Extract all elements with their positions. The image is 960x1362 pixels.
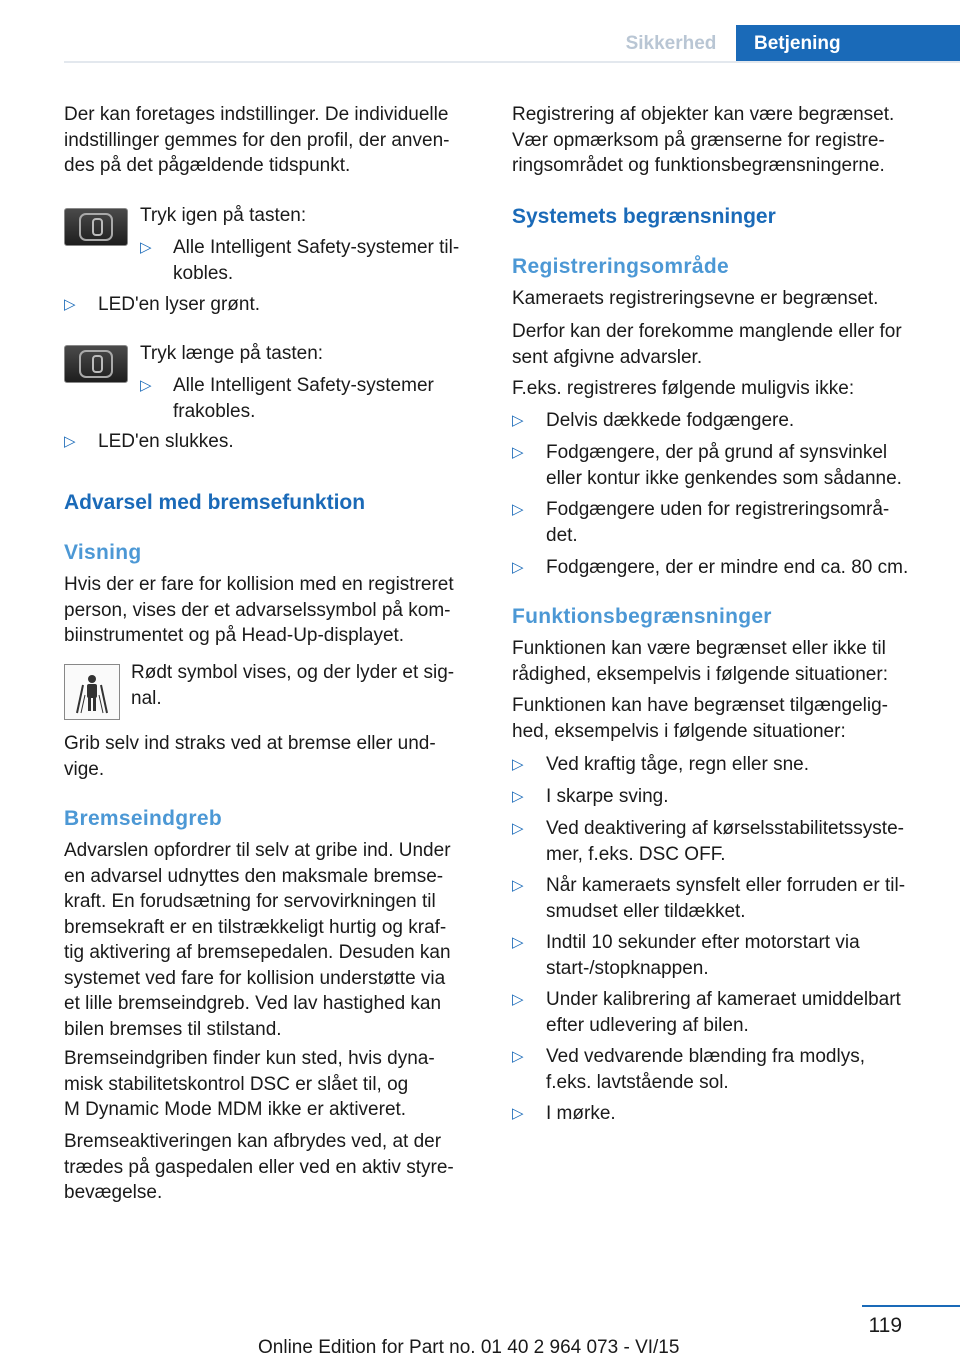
- bullet-icon: ▷: [140, 239, 152, 256]
- press-long-label: Tryk længe på tasten:: [140, 343, 324, 364]
- text-line: sent afgivne advarsler.: [512, 346, 703, 368]
- text-line: tig aktivering af bremsepedalen. Desuden kan: [64, 942, 451, 963]
- red-symbol-paragraph: [131, 660, 454, 711]
- text-line: et lille bremseindgreb. Ved lav hastighed kan: [64, 993, 442, 1014]
- text-line: eller kontur ikke genkendes som sådanne.: [546, 467, 902, 489]
- brems-paragraph-1: [64, 838, 451, 1042]
- heading-visning: Visning: [64, 541, 142, 564]
- heading-bremseindgreb: Bremseindgreb: [64, 807, 222, 830]
- text-line: Hvis der er fare for kollision med en registreret: [64, 574, 454, 595]
- text-line: I skarpe sving.: [546, 786, 669, 807]
- text-line: det.: [546, 524, 578, 546]
- text-line: bremsekraft er en tilstrækkeligt hurtig og kraf-: [64, 916, 447, 938]
- footer-divider: [862, 1305, 960, 1307]
- pedestrian-warning-icon: [64, 664, 120, 720]
- text-line: misk stabilitetskontrol DSC er slået til, og: [64, 1073, 409, 1095]
- text-line: Funktionen kan have begrænset tilgængelig-: [512, 695, 889, 716]
- text-line: Ved kraftig tåge, regn eller sne.: [546, 754, 809, 775]
- online-edition-label: Online Edition for Part no. 01 40 2 964 073 - VI/15: [258, 1337, 680, 1358]
- text-line: biinstrumentet og på Head-Up-displayet.: [64, 625, 405, 646]
- reg-paragraph-3: F.eks. registreres følgende muligvis ikke:: [512, 378, 855, 399]
- text-line: Alle Intelligent Safety-systemer: [173, 375, 434, 396]
- tab-betjening[interactable]: [736, 25, 960, 62]
- text-line: indstillinger gemmes for den profil, der anven-: [64, 129, 450, 151]
- safety-button-icon: [64, 345, 128, 383]
- bullet-icon: ▷: [512, 501, 524, 518]
- bullet-icon: ▷: [512, 934, 524, 951]
- list-item: [512, 752, 809, 778]
- text-line: kobles.: [173, 262, 234, 284]
- list-item: [512, 930, 860, 981]
- intro-paragraph: [64, 102, 449, 179]
- bullet-icon: ▷: [512, 991, 524, 1008]
- bullet-icon: ▷: [64, 433, 76, 450]
- func-paragraph-2: [512, 693, 888, 744]
- list-item: [512, 1044, 865, 1095]
- list-item: [512, 873, 905, 924]
- list-item: [512, 440, 902, 491]
- text-line: bevægelse.: [64, 1182, 163, 1203]
- list-item: [140, 235, 480, 286]
- text-line: Ved vedvarende blænding fra modlys,: [546, 1046, 865, 1067]
- bullet-icon: ▷: [64, 296, 76, 313]
- bullet-icon: ▷: [512, 788, 524, 805]
- text-line: ringsområdet og funktionsbegrænsningerne.: [512, 155, 885, 176]
- text-line: bilen bremses til stilstand.: [64, 1018, 282, 1040]
- visning-paragraph: [64, 572, 454, 649]
- bullet-icon: ▷: [512, 877, 524, 894]
- page-number: 119: [868, 1314, 902, 1337]
- list-item: [512, 408, 794, 434]
- text-line: Når kameraets synsfelt eller forruden er til-: [546, 875, 906, 896]
- list-item: [512, 987, 901, 1038]
- safety-button-icon: [64, 208, 128, 246]
- text-line: person, vises der et advarselssymbol på kom-: [64, 599, 451, 621]
- bullet-icon: ▷: [512, 1048, 524, 1065]
- list-item: [512, 555, 908, 581]
- list-item: [512, 497, 889, 548]
- text-line: f.eks. lavtstående sol.: [546, 1071, 729, 1093]
- text-line: nal.: [131, 687, 162, 709]
- grib-paragraph: [64, 731, 436, 782]
- text-line: Vær opmærksom på grænserne for registre-: [512, 129, 885, 151]
- heading-systemets: Systemets begrænsninger: [512, 205, 776, 228]
- reg-paragraph-1: Kameraets registreringsevne er begrænset.: [512, 288, 879, 309]
- text-line: des på det pågældende tidspunkt.: [64, 155, 351, 176]
- text-line: LED'en slukkes.: [98, 431, 234, 452]
- text-line: Rødt symbol vises, og der lyder et sig-: [131, 662, 455, 683]
- list-item: [512, 816, 904, 867]
- tab-label: Sikkerhed: [625, 32, 717, 54]
- text-line: systemet ved fare for kollision understøtte via: [64, 967, 446, 989]
- bullet-icon: ▷: [512, 820, 524, 837]
- text-line: Ved deaktivering af kørselsstabilitetssyste-: [546, 818, 904, 839]
- list-item: [64, 429, 234, 455]
- text-line: Indtil 10 sekunder efter motorstart via: [546, 932, 860, 953]
- bullet-icon: ▷: [512, 1105, 524, 1122]
- bullet-icon: ▷: [512, 412, 524, 429]
- heading-funktionsbegraensninger: Funktionsbegrænsninger: [512, 605, 772, 628]
- text-line: Derfor kan der forekomme manglende eller for: [512, 321, 902, 342]
- text-line: LED'en lyser grønt.: [98, 294, 261, 315]
- text-line: frakobles.: [173, 400, 256, 422]
- list-item: [512, 1101, 616, 1127]
- text-line: Fodgængere uden for registreringsområ-: [546, 499, 890, 520]
- header-divider: [64, 61, 960, 63]
- text-line: vige.: [64, 758, 105, 780]
- text-line: Bremseaktiveringen kan afbrydes ved, at der: [64, 1131, 442, 1152]
- text-line: Delvis dækkede fodgængere.: [546, 410, 795, 431]
- text-line: kraft. En forudsætning for servovirkningen til: [64, 891, 436, 912]
- text-line: rådighed, eksempelvis i følgende situationer:: [512, 663, 888, 685]
- text-line: mer, f.eks. DSC OFF.: [546, 843, 726, 865]
- right-intro-paragraph: [512, 102, 894, 179]
- bullet-icon: ▷: [512, 444, 524, 461]
- text-line: smudset eller tildækket.: [546, 900, 746, 922]
- text-line: start-/stopknappen.: [546, 957, 709, 979]
- text-line: Advarslen opfordrer til selv at gribe ind. Under: [64, 840, 451, 861]
- list-item: [140, 373, 480, 424]
- list-item: [64, 292, 260, 318]
- text-line: en advarsel udnyttes den maksmale bremse-: [64, 865, 444, 887]
- list-item: [512, 784, 669, 810]
- press-again-label: Tryk igen på tasten:: [140, 205, 307, 226]
- heading-registreringsomraade: Registreringsområde: [512, 255, 729, 278]
- text-line: trædes på gaspedalen eller ved en aktiv styre-: [64, 1156, 454, 1178]
- brems-paragraph-2: [64, 1046, 435, 1123]
- brems-paragraph-3: [64, 1129, 454, 1206]
- bullet-icon: ▷: [140, 377, 152, 394]
- text-line: Grib selv ind straks ved at bremse eller und-: [64, 733, 436, 754]
- bullet-icon: ▷: [512, 756, 524, 773]
- text-line: Fodgængere, der er mindre end ca. 80 cm.: [546, 557, 909, 578]
- text-line: Bremseindgriben finder kun sted, hvis dyna-: [64, 1048, 435, 1069]
- text-line: Fodgængere, der på grund af synsvinkel: [546, 442, 888, 463]
- heading-warning: Advarsel med bremsefunktion: [64, 491, 366, 514]
- text-line: Funktionen kan være begrænset eller ikke til: [512, 638, 886, 659]
- text-line: Der kan foretages indstillinger. De individuelle: [64, 104, 449, 125]
- text-line: efter udlevering af bilen.: [546, 1014, 749, 1036]
- bullet-icon: ▷: [512, 559, 524, 576]
- text-line: M Dynamic Mode MDM ikke er aktiveret.: [64, 1099, 407, 1120]
- func-paragraph-1: [512, 636, 888, 687]
- reg-paragraph-2: [512, 319, 902, 370]
- text-line: Alle Intelligent Safety-systemer til-: [173, 237, 460, 258]
- text-line: I mørke.: [546, 1103, 616, 1124]
- tab-label: Betjening: [754, 32, 841, 54]
- text-line: Under kalibrering af kameraet umiddelbart: [546, 989, 901, 1010]
- tab-sikkerhed[interactable]: [607, 25, 735, 62]
- text-line: hed, eksempelvis i følgende situationer:: [512, 720, 846, 742]
- text-line: Registrering af objekter kan være begrænset.: [512, 104, 895, 125]
